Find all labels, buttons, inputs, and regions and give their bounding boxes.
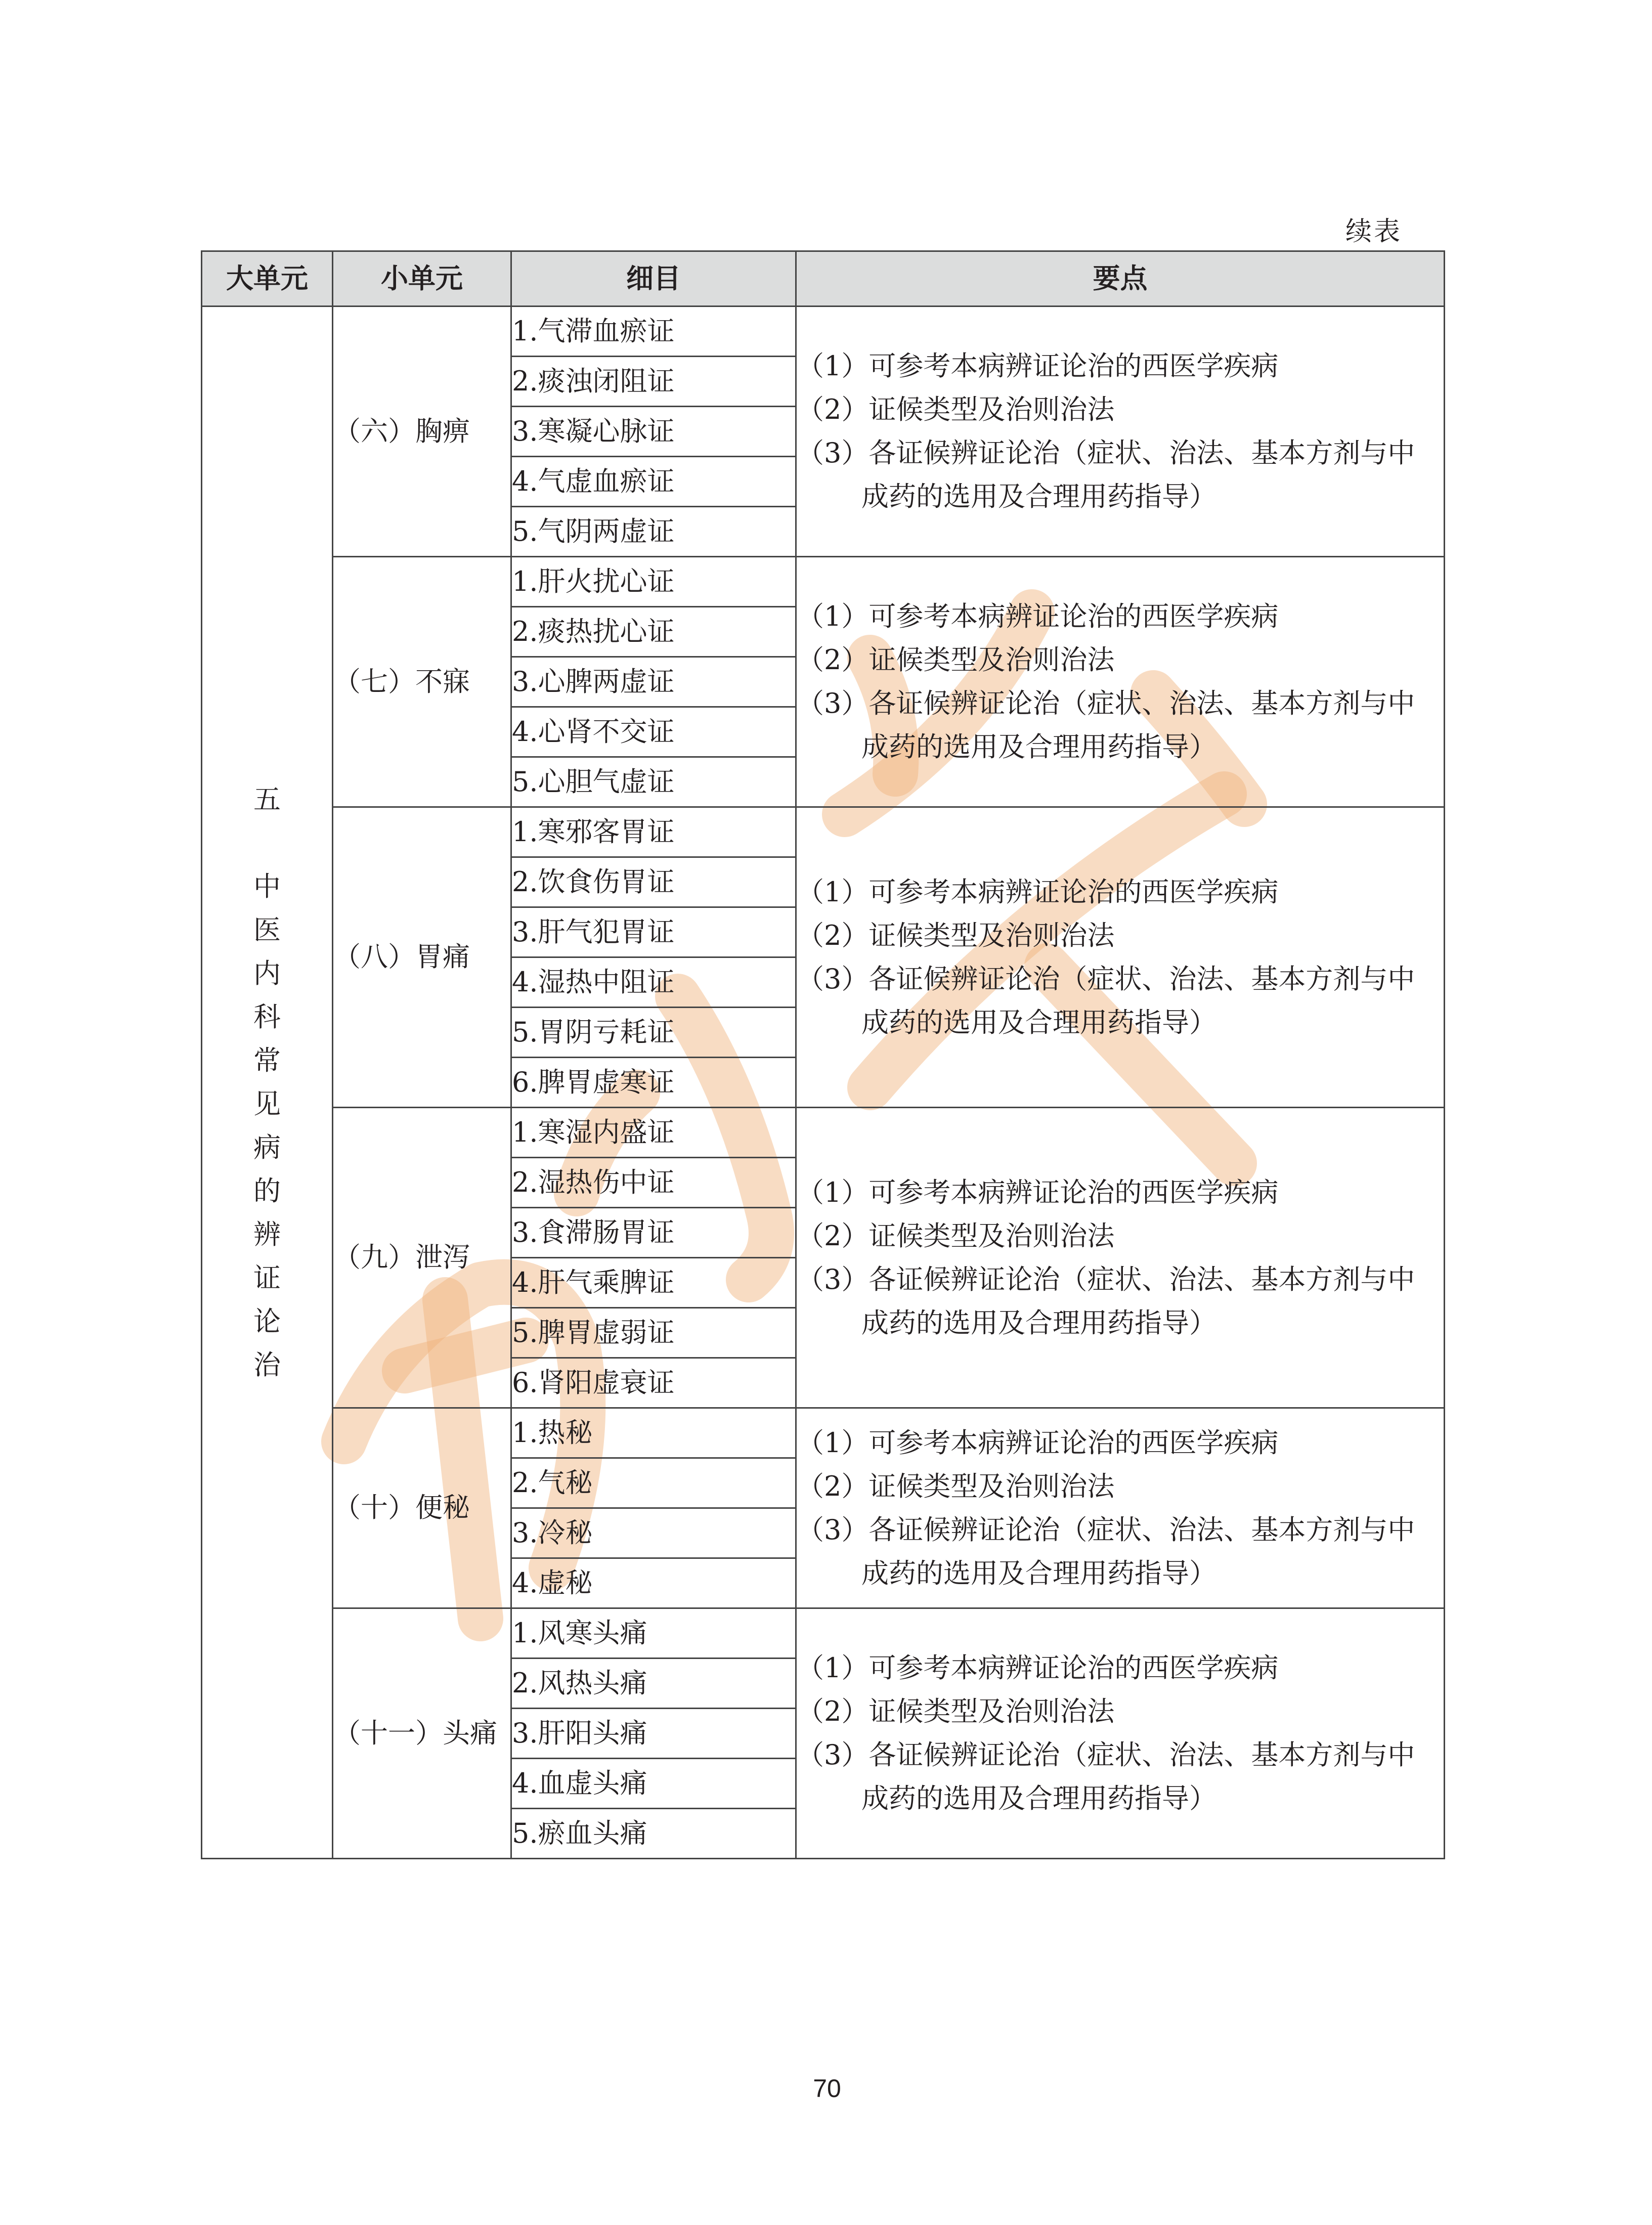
detail-item: 3.肝阳头痛 — [511, 1709, 796, 1759]
table-row — [202, 1608, 1445, 1659]
detail-item: 2.湿热伤中证 — [511, 1158, 796, 1208]
detail-item: 4.肝气乘脾证 — [511, 1258, 796, 1308]
table-row — [202, 557, 1445, 607]
table-row — [202, 307, 1445, 357]
key-point-3-continued: 成药的选用及合理用药指导） — [861, 481, 1216, 512]
table-row — [202, 1408, 1445, 1458]
key-point-1: （1）可参考本病辨证论治的西医学疾病 — [797, 1652, 1279, 1684]
table-row — [202, 807, 1445, 857]
detail-item: 1.寒湿内盛证 — [511, 1108, 796, 1158]
detail-item: 4.气虚血瘀证 — [511, 457, 796, 507]
key-point-2: （2）证候类型及治则治法 — [797, 1219, 1115, 1252]
key-point-3: （3）各证候辨证论治（症状、治法、基本方剂与中 — [797, 963, 1415, 995]
key-points-cell — [796, 307, 1445, 557]
key-point-3-continued: 成药的选用及合理用药指导） — [861, 1306, 1216, 1339]
key-point-3: （3）各证候辨证论治（症状、治法、基本方剂与中 — [797, 1513, 1415, 1546]
subunit-cell: （十一）头痛 — [333, 1608, 511, 1859]
detail-item: 2.气秘 — [511, 1458, 796, 1508]
key-point-3-continued: 成药的选用及合理用药指导） — [861, 1006, 1216, 1038]
syllabus-table — [201, 250, 1445, 1859]
key-point-1: （1）可参考本病辨证论治的西医学疾病 — [797, 1176, 1279, 1208]
key-point-3: （3）各证候辨证论治（症状、治法、基本方剂与中 — [797, 1263, 1415, 1295]
key-point-3: （3）各证候辨证论治（症状、治法、基本方剂与中 — [797, 437, 1415, 469]
key-points-cell — [796, 1408, 1445, 1608]
header-major-unit: 大单元 — [202, 251, 333, 307]
key-points-cell — [796, 1108, 1445, 1408]
detail-item: 5.瘀血头痛 — [511, 1809, 796, 1859]
subunit-cell: （八）胃痛 — [333, 807, 511, 1108]
detail-item: 3.心脾两虚证 — [511, 657, 796, 707]
page-number: 70 — [813, 2074, 841, 2103]
detail-item: 2.痰热扰心证 — [511, 607, 796, 657]
detail-item: 4.虚秘 — [511, 1558, 796, 1608]
detail-item: 2.痰浊闭阻证 — [511, 357, 796, 407]
detail-item: 6.脾胃虚寒证 — [511, 1058, 796, 1108]
detail-item: 2.风热头痛 — [511, 1659, 796, 1709]
key-point-3-continued: 成药的选用及合理用药指导） — [861, 1557, 1216, 1589]
detail-item: 5.心胆气虚证 — [511, 757, 796, 807]
detail-item: 1.寒邪客胃证 — [511, 807, 796, 857]
detail-item: 5.脾胃虚弱证 — [511, 1308, 796, 1358]
key-point-2: （2）证候类型及治则治法 — [797, 644, 1115, 676]
header-row — [202, 251, 1445, 307]
key-points-cell — [796, 557, 1445, 807]
detail-item: 1.肝火扰心证 — [511, 557, 796, 607]
detail-item: 3.食滞肠胃证 — [511, 1208, 796, 1258]
key-point-1: （1）可参考本病辨证论治的西医学疾病 — [797, 600, 1279, 632]
key-point-2: （2）证候类型及治则治法 — [797, 394, 1115, 425]
detail-item: 5.气阴两虚证 — [511, 507, 796, 557]
continued-label: 续表 — [1345, 216, 1403, 247]
key-point-3: （3）各证候辨证论治（症状、治法、基本方剂与中 — [797, 687, 1415, 719]
detail-item: 3.肝气犯胃证 — [511, 907, 796, 957]
header-detail: 细目 — [511, 251, 796, 307]
detail-item: 6.肾阳虚衰证 — [511, 1358, 796, 1408]
subunit-cell: （六）胸痹 — [333, 307, 511, 557]
detail-item: 4.湿热中阻证 — [511, 957, 796, 1008]
key-points-cell — [796, 807, 1445, 1108]
detail-item: 2.饮食伤胃证 — [511, 857, 796, 907]
subunit-cell: （九）泄泻 — [333, 1108, 511, 1408]
key-point-3-continued: 成药的选用及合理用药指导） — [861, 1782, 1216, 1814]
detail-item: 4.心肾不交证 — [511, 707, 796, 757]
detail-item: 5.胃阴亏耗证 — [511, 1008, 796, 1058]
key-point-1: （1）可参考本病辨证论治的西医学疾病 — [797, 1426, 1279, 1459]
key-point-3: （3）各证候辨证论治（症状、治法、基本方剂与中 — [797, 1739, 1415, 1771]
key-point-2: （2）证候类型及治则治法 — [797, 1470, 1115, 1502]
major-unit-number: 五 — [253, 783, 281, 815]
key-points-cell — [796, 1608, 1445, 1859]
major-unit-title: 中医内科常见病的辨证论治 — [253, 870, 281, 1381]
header-key-points: 要点 — [796, 251, 1445, 307]
subunit-cell: （十）便秘 — [333, 1408, 511, 1608]
key-point-1: （1）可参考本病辨证论治的西医学疾病 — [797, 876, 1279, 908]
key-point-3-continued: 成药的选用及合理用药指导） — [861, 731, 1216, 763]
key-point-2: （2）证候类型及治则治法 — [797, 919, 1115, 951]
detail-item: 1.气滞血瘀证 — [511, 307, 796, 357]
header-minor-unit: 小单元 — [333, 251, 511, 307]
detail-item: 3.冷秘 — [511, 1508, 796, 1558]
key-point-2: （2）证候类型及治则治法 — [797, 1695, 1115, 1727]
table-row — [202, 1108, 1445, 1158]
major-unit-cell — [202, 307, 333, 1859]
subunit-cell: （七）不寐 — [333, 557, 511, 807]
detail-item: 3.寒凝心脉证 — [511, 407, 796, 457]
detail-item: 1.风寒头痛 — [511, 1608, 796, 1659]
key-point-1: （1）可参考本病辨证论治的西医学疾病 — [797, 350, 1279, 382]
detail-item: 4.血虚头痛 — [511, 1759, 796, 1809]
detail-item: 1.热秘 — [511, 1408, 796, 1458]
